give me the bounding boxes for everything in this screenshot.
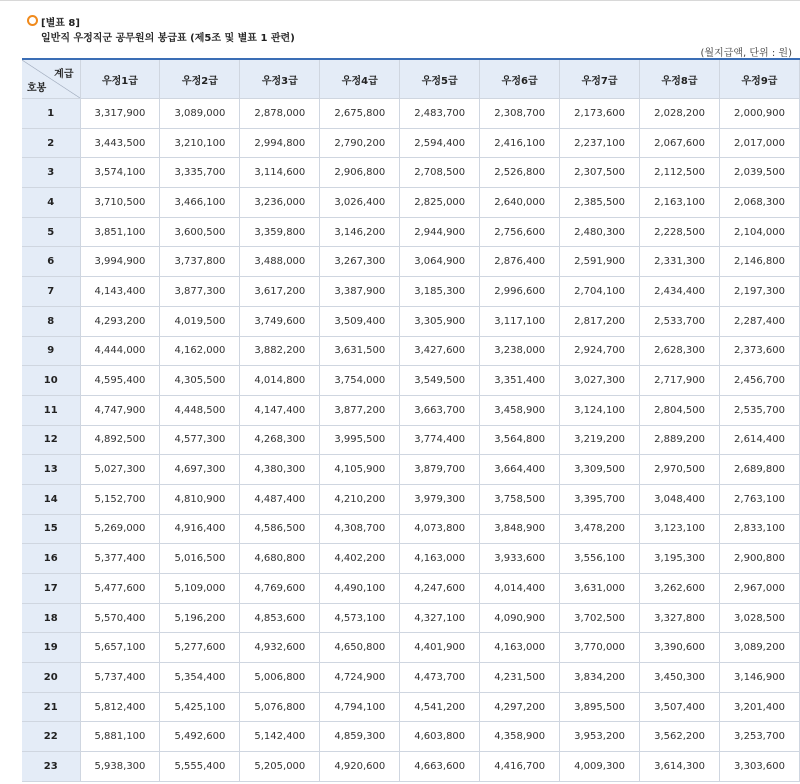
circle-bullet-icon (27, 15, 38, 26)
salary-cell: 4,490,100 (320, 574, 400, 604)
salary-cell: 3,317,900 (80, 99, 160, 129)
salary-cell: 3,114,600 (240, 158, 320, 188)
salary-cell: 5,570,400 (80, 603, 160, 633)
step-number-cell: 20 (22, 663, 80, 693)
salary-cell: 5,109,000 (160, 574, 240, 604)
salary-cell: 3,877,300 (160, 277, 240, 307)
step-axis-label: 호봉 (27, 83, 47, 94)
salary-cell: 2,970,500 (640, 455, 720, 485)
table-row (22, 366, 800, 396)
salary-cell: 3,089,000 (160, 99, 240, 129)
salary-cell: 3,877,200 (320, 395, 400, 425)
salary-cell: 5,016,500 (160, 544, 240, 574)
salary-cell: 4,663,600 (400, 752, 480, 782)
salary-cell: 3,395,700 (560, 484, 640, 514)
salary-cell: 2,763,100 (720, 484, 800, 514)
salary-cell: 3,478,200 (560, 514, 640, 544)
salary-cell: 5,657,100 (80, 633, 160, 663)
salary-cell: 2,944,900 (400, 217, 480, 247)
salary-cell: 5,076,800 (240, 692, 320, 722)
salary-cell: 3,427,600 (400, 336, 480, 366)
salary-cell: 2,708,500 (400, 158, 480, 188)
salary-cell: 3,303,600 (720, 752, 800, 782)
salary-cell: 2,173,600 (560, 99, 640, 129)
corner-header (22, 59, 80, 99)
table-body (22, 99, 800, 782)
column-header: 우정4급 (320, 59, 400, 99)
column-header: 우정8급 (640, 59, 720, 99)
step-number-cell: 18 (22, 603, 80, 633)
salary-cell: 3,834,200 (560, 663, 640, 693)
column-header: 우정9급 (720, 59, 800, 99)
salary-cell: 4,014,800 (240, 366, 320, 396)
salary-cell: 4,416,700 (480, 752, 560, 782)
salary-cell: 2,689,800 (720, 455, 800, 485)
salary-cell: 3,335,700 (160, 158, 240, 188)
salary-cell: 4,009,300 (560, 752, 640, 782)
salary-cell: 4,268,300 (240, 425, 320, 455)
salary-cell: 3,195,300 (640, 544, 720, 574)
table-row (22, 277, 800, 307)
salary-cell: 4,487,400 (240, 484, 320, 514)
table-row (22, 722, 800, 752)
table-row (22, 752, 800, 782)
salary-cell: 2,594,400 (400, 128, 480, 158)
salary-cell: 5,006,800 (240, 663, 320, 693)
salary-cell: 2,825,000 (400, 188, 480, 218)
step-number-cell: 15 (22, 514, 80, 544)
salary-cell: 3,146,900 (720, 663, 800, 693)
salary-cell: 3,895,500 (560, 692, 640, 722)
salary-cell: 2,112,500 (640, 158, 720, 188)
salary-cell: 3,664,400 (480, 455, 560, 485)
salary-cell: 2,640,000 (480, 188, 560, 218)
salary-cell: 2,416,100 (480, 128, 560, 158)
salary-cell: 5,492,600 (160, 722, 240, 752)
step-number-cell: 7 (22, 277, 80, 307)
column-header: 우정6급 (480, 59, 560, 99)
grade-axis-label: 계급 (54, 69, 74, 80)
salary-cell: 3,351,400 (480, 366, 560, 396)
step-number-cell: 9 (22, 336, 80, 366)
step-number-cell: 8 (22, 306, 80, 336)
column-header: 우정5급 (400, 59, 480, 99)
salary-cell: 5,812,400 (80, 692, 160, 722)
table-row (22, 158, 800, 188)
step-number-cell: 4 (22, 188, 80, 218)
step-number-cell: 14 (22, 484, 80, 514)
salary-cell: 3,123,100 (640, 514, 720, 544)
salary-cell: 2,900,800 (720, 544, 800, 574)
table-row (22, 663, 800, 693)
salary-cell: 4,892,500 (80, 425, 160, 455)
salary-cell: 3,574,100 (80, 158, 160, 188)
salary-cell: 3,549,500 (400, 366, 480, 396)
salary-cell: 3,509,400 (320, 306, 400, 336)
salary-cell: 2,039,500 (720, 158, 800, 188)
salary-cell: 4,162,000 (160, 336, 240, 366)
step-number-cell: 23 (22, 752, 80, 782)
salary-cell: 3,995,500 (320, 425, 400, 455)
salary-cell: 4,380,300 (240, 455, 320, 485)
salary-cell: 3,710,500 (80, 188, 160, 218)
salary-cell: 4,586,500 (240, 514, 320, 544)
salary-cell: 4,163,000 (480, 633, 560, 663)
salary-cell: 3,238,000 (480, 336, 560, 366)
salary-cell: 2,717,900 (640, 366, 720, 396)
salary-table (22, 58, 800, 782)
salary-cell: 3,236,000 (240, 188, 320, 218)
salary-cell: 3,387,900 (320, 277, 400, 307)
salary-cell: 3,124,100 (560, 395, 640, 425)
salary-cell: 3,327,800 (640, 603, 720, 633)
salary-cell: 4,327,100 (400, 603, 480, 633)
salary-cell: 3,390,600 (640, 633, 720, 663)
salary-cell: 2,104,000 (720, 217, 800, 247)
salary-cell: 4,247,600 (400, 574, 480, 604)
step-number-cell: 1 (22, 99, 80, 129)
salary-cell: 4,932,600 (240, 633, 320, 663)
table-row (22, 544, 800, 574)
table-row (22, 128, 800, 158)
salary-cell: 3,450,300 (640, 663, 720, 693)
salary-cell: 4,293,200 (80, 306, 160, 336)
salary-cell: 3,466,100 (160, 188, 240, 218)
step-number-cell: 12 (22, 425, 80, 455)
salary-cell: 2,889,200 (640, 425, 720, 455)
salary-cell: 2,704,100 (560, 277, 640, 307)
salary-cell: 5,269,000 (80, 514, 160, 544)
table-row (22, 188, 800, 218)
table-row (22, 633, 800, 663)
salary-cell: 3,048,400 (640, 484, 720, 514)
step-number-cell: 17 (22, 574, 80, 604)
step-number-cell: 19 (22, 633, 80, 663)
column-header: 우정3급 (240, 59, 320, 99)
salary-cell: 3,305,900 (400, 306, 480, 336)
salary-cell: 2,163,100 (640, 188, 720, 218)
salary-cell: 3,359,800 (240, 217, 320, 247)
table-row (22, 425, 800, 455)
table-row (22, 306, 800, 336)
salary-cell: 3,201,400 (720, 692, 800, 722)
salary-cell: 3,851,100 (80, 217, 160, 247)
salary-cell: 2,307,500 (560, 158, 640, 188)
salary-cell: 4,650,800 (320, 633, 400, 663)
salary-cell: 4,859,300 (320, 722, 400, 752)
salary-cell: 2,000,900 (720, 99, 800, 129)
salary-cell: 2,308,700 (480, 99, 560, 129)
salary-cell: 2,373,600 (720, 336, 800, 366)
step-number-cell: 5 (22, 217, 80, 247)
salary-cell: 3,631,500 (320, 336, 400, 366)
salary-cell: 5,425,100 (160, 692, 240, 722)
salary-cell: 5,377,400 (80, 544, 160, 574)
salary-cell: 4,769,600 (240, 574, 320, 604)
table-row (22, 484, 800, 514)
salary-cell: 3,774,400 (400, 425, 480, 455)
column-header: 우정2급 (160, 59, 240, 99)
table-header-row (22, 59, 800, 99)
salary-cell: 3,631,000 (560, 574, 640, 604)
table-row (22, 514, 800, 544)
salary-cell: 3,702,500 (560, 603, 640, 633)
table-row (22, 99, 800, 129)
step-number-cell: 2 (22, 128, 80, 158)
salary-cell: 5,142,400 (240, 722, 320, 752)
salary-cell: 5,737,400 (80, 663, 160, 693)
salary-cell: 2,028,200 (640, 99, 720, 129)
salary-cell: 4,724,900 (320, 663, 400, 693)
salary-cell: 3,564,800 (480, 425, 560, 455)
step-number-cell: 22 (22, 722, 80, 752)
salary-cell: 2,331,300 (640, 247, 720, 277)
salary-cell: 3,617,200 (240, 277, 320, 307)
salary-cell: 3,879,700 (400, 455, 480, 485)
table-title: 일반직 우정직군 공무원의 봉급표 (제5조 및 별표 1 관련) (41, 33, 295, 44)
salary-cell: 3,933,600 (480, 544, 560, 574)
salary-cell: 3,848,900 (480, 514, 560, 544)
salary-cell: 2,535,700 (720, 395, 800, 425)
salary-cell: 3,027,300 (560, 366, 640, 396)
table-row (22, 603, 800, 633)
salary-cell: 2,994,800 (240, 128, 320, 158)
salary-cell: 3,749,600 (240, 306, 320, 336)
salary-cell: 2,017,000 (720, 128, 800, 158)
salary-cell: 2,876,400 (480, 247, 560, 277)
salary-cell: 2,614,400 (720, 425, 800, 455)
salary-cell: 2,591,900 (560, 247, 640, 277)
salary-cell: 4,541,200 (400, 692, 480, 722)
salary-cell: 3,614,300 (640, 752, 720, 782)
salary-cell: 4,794,100 (320, 692, 400, 722)
salary-cell: 5,555,400 (160, 752, 240, 782)
salary-cell: 2,756,600 (480, 217, 560, 247)
salary-cell: 3,600,500 (160, 217, 240, 247)
salary-cell: 4,305,500 (160, 366, 240, 396)
salary-cell: 2,924,700 (560, 336, 640, 366)
salary-cell: 3,028,500 (720, 603, 800, 633)
salary-cell: 4,603,800 (400, 722, 480, 752)
salary-cell: 3,979,300 (400, 484, 480, 514)
salary-cell: 3,064,900 (400, 247, 480, 277)
salary-cell: 2,237,100 (560, 128, 640, 158)
table-row (22, 336, 800, 366)
salary-cell: 4,308,700 (320, 514, 400, 544)
salary-cell: 4,210,200 (320, 484, 400, 514)
table-row (22, 247, 800, 277)
salary-cell: 4,401,900 (400, 633, 480, 663)
step-number-cell: 10 (22, 366, 80, 396)
salary-cell: 4,573,100 (320, 603, 400, 633)
salary-cell: 3,146,200 (320, 217, 400, 247)
salary-cell: 3,210,100 (160, 128, 240, 158)
salary-cell: 3,185,300 (400, 277, 480, 307)
salary-cell: 3,758,500 (480, 484, 560, 514)
salary-cell: 3,994,900 (80, 247, 160, 277)
step-number-cell: 21 (22, 692, 80, 722)
salary-cell: 3,309,500 (560, 455, 640, 485)
salary-cell: 2,675,800 (320, 99, 400, 129)
salary-cell: 3,770,000 (560, 633, 640, 663)
salary-cell: 4,402,200 (320, 544, 400, 574)
salary-cell: 2,526,800 (480, 158, 560, 188)
salary-cell: 3,117,100 (480, 306, 560, 336)
salary-cell: 3,953,200 (560, 722, 640, 752)
salary-cell: 4,090,900 (480, 603, 560, 633)
salary-cell: 3,443,500 (80, 128, 160, 158)
salary-cell: 2,480,300 (560, 217, 640, 247)
salary-cell: 4,697,300 (160, 455, 240, 485)
salary-cell: 4,073,800 (400, 514, 480, 544)
table-row (22, 574, 800, 604)
salary-cell: 4,747,900 (80, 395, 160, 425)
salary-cell: 4,019,500 (160, 306, 240, 336)
salary-cell: 4,231,500 (480, 663, 560, 693)
salary-cell: 2,967,000 (720, 574, 800, 604)
salary-cell: 3,253,700 (720, 722, 800, 752)
salary-cell: 3,267,300 (320, 247, 400, 277)
salary-cell: 3,882,200 (240, 336, 320, 366)
salary-cell: 3,458,900 (480, 395, 560, 425)
salary-cell: 3,089,200 (720, 633, 800, 663)
salary-cell: 2,833,100 (720, 514, 800, 544)
salary-cell: 4,810,900 (160, 484, 240, 514)
salary-cell: 5,477,600 (80, 574, 160, 604)
salary-cell: 4,014,400 (480, 574, 560, 604)
salary-cell: 3,262,600 (640, 574, 720, 604)
salary-cell: 2,146,800 (720, 247, 800, 277)
salary-cell: 3,556,100 (560, 544, 640, 574)
column-header: 우정7급 (560, 59, 640, 99)
salary-cell: 3,663,700 (400, 395, 480, 425)
table-row (22, 455, 800, 485)
table-row (22, 395, 800, 425)
step-number-cell: 13 (22, 455, 80, 485)
step-number-cell: 3 (22, 158, 80, 188)
salary-cell: 5,205,000 (240, 752, 320, 782)
salary-cell: 4,358,900 (480, 722, 560, 752)
table-row (22, 217, 800, 247)
salary-cell: 2,878,000 (240, 99, 320, 129)
salary-cell: 3,488,000 (240, 247, 320, 277)
salary-cell: 4,163,000 (400, 544, 480, 574)
step-number-cell: 16 (22, 544, 80, 574)
salary-cell: 4,105,900 (320, 455, 400, 485)
salary-cell: 4,853,600 (240, 603, 320, 633)
salary-cell: 3,737,800 (160, 247, 240, 277)
salary-cell: 5,277,600 (160, 633, 240, 663)
salary-cell: 2,456,700 (720, 366, 800, 396)
salary-cell: 4,916,400 (160, 514, 240, 544)
salary-cell: 2,434,400 (640, 277, 720, 307)
salary-cell: 5,027,300 (80, 455, 160, 485)
salary-cell: 3,507,400 (640, 692, 720, 722)
salary-cell: 2,385,500 (560, 188, 640, 218)
salary-cell: 2,817,200 (560, 306, 640, 336)
salary-cell: 2,197,300 (720, 277, 800, 307)
step-number-cell: 6 (22, 247, 80, 277)
salary-cell: 2,804,500 (640, 395, 720, 425)
salary-cell: 2,068,300 (720, 188, 800, 218)
salary-cell: 2,483,700 (400, 99, 480, 129)
salary-cell: 3,219,200 (560, 425, 640, 455)
salary-cell: 4,595,400 (80, 366, 160, 396)
salary-cell: 4,920,600 (320, 752, 400, 782)
salary-cell: 4,473,700 (400, 663, 480, 693)
salary-cell: 2,628,300 (640, 336, 720, 366)
table-row (22, 692, 800, 722)
column-header: 우정1급 (80, 59, 160, 99)
salary-cell: 2,790,200 (320, 128, 400, 158)
top-divider (0, 0, 800, 1)
salary-cell: 2,533,700 (640, 306, 720, 336)
salary-cell: 4,680,800 (240, 544, 320, 574)
salary-cell: 3,026,400 (320, 188, 400, 218)
salary-cell: 4,577,300 (160, 425, 240, 455)
salary-cell: 2,287,400 (720, 306, 800, 336)
salary-cell: 5,881,100 (80, 722, 160, 752)
salary-cell: 4,444,000 (80, 336, 160, 366)
salary-cell: 5,152,700 (80, 484, 160, 514)
salary-cell: 3,562,200 (640, 722, 720, 752)
salary-cell: 4,147,400 (240, 395, 320, 425)
salary-cell: 4,297,200 (480, 692, 560, 722)
salary-cell: 5,354,400 (160, 663, 240, 693)
salary-cell: 2,228,500 (640, 217, 720, 247)
salary-cell: 2,906,800 (320, 158, 400, 188)
salary-cell: 2,067,600 (640, 128, 720, 158)
salary-cell: 4,143,400 (80, 277, 160, 307)
salary-cell: 4,448,500 (160, 395, 240, 425)
salary-cell: 3,754,000 (320, 366, 400, 396)
step-number-cell: 11 (22, 395, 80, 425)
salary-cell: 2,996,600 (480, 277, 560, 307)
appendix-label: [별표 8] (41, 18, 80, 29)
salary-cell: 5,938,300 (80, 752, 160, 782)
unit-note: (월지급액, 단위 : 원) (700, 48, 792, 59)
salary-cell: 5,196,200 (160, 603, 240, 633)
